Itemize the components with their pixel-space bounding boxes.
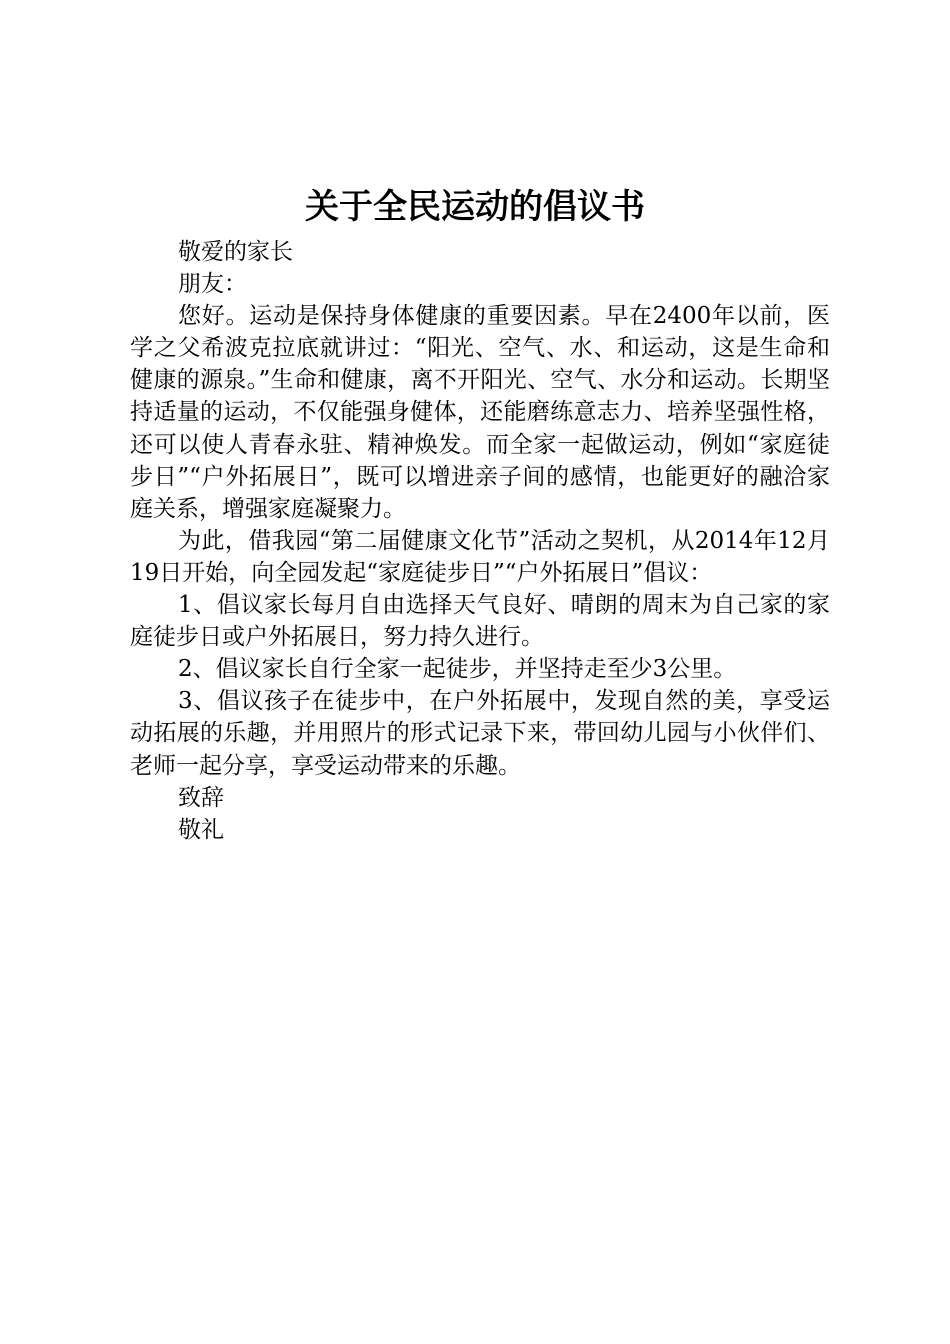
greeting-line-1: 敬爱的家长	[178, 239, 293, 265]
paragraph-intro: 您好。运动是保持身体健康的重要因素。早在2400年以前，医学之父希波克拉底就讲过：“阳光、空气、水、和运动，这是生命和健康的源泉。”生命和健康，离不开阳光、空气、水分和运动。长期坚持适量的运动，不仅能强身健体，还能磨练意志力、培养坚强性格，还可以使人青春永驻、精神焕发。而全家一起做运动，例如“家庭徒步日”“户外拓展日”，既可以增进亲子间的感情，也能更好的融洽家庭关系，增强家庭凝聚力。	[130, 303, 830, 522]
paragraph-initiative: 为此，借我园“第二届健康文化节”活动之契机，从2014年12月19日开始，向全园发起“家庭徒步日”“户外拓展日”倡议：	[130, 527, 830, 586]
closing-line-2: 敬礼	[178, 816, 224, 843]
paragraph-item-2: 2、倡议家长自行全家一起徒步，并坚持走至少3公里。	[178, 656, 737, 683]
document-title: 关于全民运动的倡议书	[305, 187, 645, 227]
greeting-line-2: 朋友：	[178, 271, 247, 298]
paragraph-item-3: 3、倡议孩子在徒步中，在户外拓展中，发现自然的美，享受运动拓展的乐趣，并用照片的形式记录下来，带回幼儿园与小伙伴们、老师一起分享，享受运动带来的乐趣。	[130, 688, 830, 779]
paragraph-item-1: 1、倡议家长每月自由选择天气良好、晴朗的周末为自己家的家庭徒步日或户外拓展日，努力持久进行。	[130, 592, 830, 651]
document-body	[130, 236, 830, 846]
closing-line-1: 致辞	[178, 784, 224, 811]
